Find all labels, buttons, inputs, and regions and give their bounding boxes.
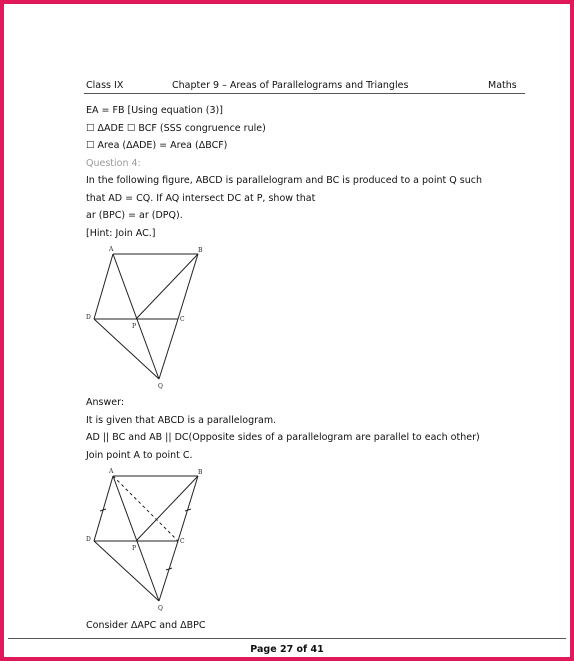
answer-text: It is given that ABCD is a parallelogram. [86,415,277,426]
answer-heading: Answer: [86,397,125,408]
header-subject: Maths [488,80,517,91]
header-class: Class IX [86,80,124,91]
figure-parallelogram [80,244,220,394]
answer-text: Join point A to point C. [86,450,193,461]
question-heading: Question 4: [86,158,141,169]
hint-text: [Hint: Join AC.] [86,228,156,239]
label-d: D [86,536,91,543]
header-chapter: Chapter 9 – Areas of Parallelograms and Triangles [172,80,409,91]
text-line: EA = FB [Using equation (3)] [86,105,223,116]
label-c: C [180,538,185,545]
label-q: Q [158,383,163,390]
figure-parallelogram-with-diagonal [80,466,220,616]
label-a: A [109,246,114,253]
label-p: P [132,323,137,330]
label-d: D [86,314,91,321]
text-line: ☐ Area (ΔADE) = Area (ΔBCF) [86,140,228,151]
header-divider [84,93,525,94]
label-p: P [132,545,137,552]
label-b: B [198,247,203,254]
answer-text: AD || BC and AB || DC(Opposite sides of a parallelogram are parallel to each other) [86,432,480,443]
label-c: C [180,316,185,323]
footer-divider [8,638,566,639]
label-b: B [198,469,203,476]
label-q: Q [158,605,163,612]
text-line: ☐ ΔADE ☐ BCF (SSS congruence rule) [86,123,266,134]
question-text: that AD = CQ. If AQ intersect DC at P, show that [86,193,316,204]
label-a: A [109,468,114,475]
page-number: Page 27 of 41 [250,644,324,655]
question-text: In the following figure, ABCD is parallelogram and BC is produced to a point Q such [86,175,482,186]
answer-text: Consider ΔAPC and ΔBPC [86,620,206,631]
question-text: ar (BPC) = ar (DPQ). [86,210,183,221]
